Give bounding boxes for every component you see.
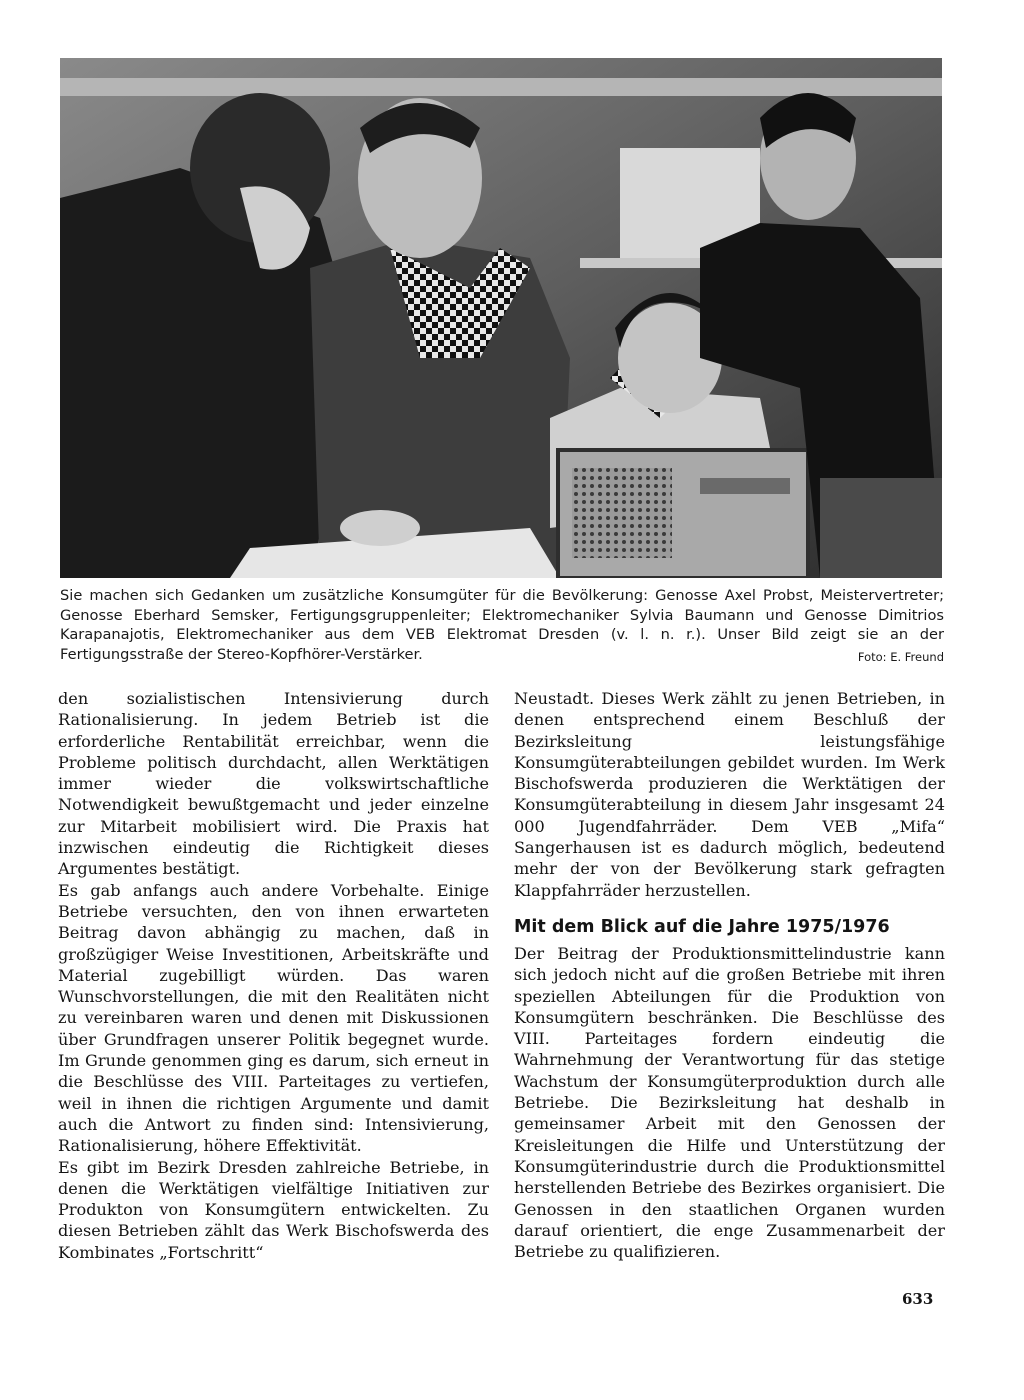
left-paragraph-3: Es gibt im Bezirk Dresden zahlreiche Betriebe, in denen die Werktätigen vielfältige Initiativen zur Produkton von Konsumgütern entwickelten. Zu diesen Betrieben zählt das Werk Bischofswerda des Kombinates „Fortschritt“ (58, 1157, 489, 1262)
photo-caption (60, 586, 944, 667)
workshop-photo-illustration (60, 58, 942, 578)
right-paragraph-1: Neustadt. Dieses Werk zählt zu jenen Betrieben, in denen entsprechend einem Beschluß der Bezirksleitung leistungsfähige Konsumgüterabteilungen gebildet wurden. Im Werk Bischofswerda produzieren die Werktätigen der Konsumgüterabteilung in diesem Jahr insgesamt 24 000 Jugendfahrräder. Dem VEB „Mifa“ Sangerhausen ist es dadurch möglich, bedeutend mehr der von der Bevölkerung stark gefragten Klappfahrräder herzustellen. (514, 689, 945, 900)
photo-caption-text: Sie machen sich Gedanken um zusätzliche Konsumgüter für die Bevölkerung: Genosse Axel Probst, Meistervertreter; Genosse Eberhard Semsker, Fertigungsgruppenleiter; Elektromechaniker Sylvia Baumann und Genosse Dimitrios Karapanajotis, Elektromechaniker aus dem VEB Elektromat Dresden (v. l. n. r.). Unser Bild zeigt sie an der Fertigungsstraße der Stereo-Kopfhörer-Verstärker. (60, 587, 944, 663)
right-paragraph-2: Der Beitrag der Produktionsmittelindustrie kann sich jedoch nicht auf die großen Betriebe mit ihren speziellen Abteilungen für die Produktion von Konsumgütern beschränken. Die Beschlüsse des VIII. Parteitages fordern eindeutig die Wahrnehmung der Verantwortung für das stetige Wachstum der Konsumgüterproduktion durch alle Betriebe. Die Bezirksleitung hat deshalb in gemeinsamer Arbeit mit den Genossen der Kreisleitungen die Hilfe und Unterstützung der Konsumgüterindustrie durch die Produktionsmittel herstellenden Betriebe des Bezirkes organisiert. Die Genossen in den staatlichen Organen wurden darauf orientiert, die enge Zusammenarbeit der Betriebe zu qualifizieren. (514, 943, 945, 1262)
article-left-column (58, 688, 489, 1263)
page-number: 633 (902, 1290, 934, 1308)
workshop-photo (60, 58, 942, 578)
article-right-column (514, 688, 945, 1262)
left-paragraph-2: Es gab anfangs auch andere Vorbehalte. Einige Betriebe versuchten, den von ihnen erwarteten Beitrag davon abhängig zu machen, daß in großzügiger Weise Investitionen, Arbeitskräfte und Material zugebilligt würden. Das waren Wunschvorstellungen, die mit den Realitäten nicht zu vereinbaren waren und denen mit Diskussionen über Grundfragen unserer Politik begegnet wurde. Im Grunde genommen ging es darum, sich erneut in die Beschlüsse des VIII. Parteitages zu vertiefen, weil in ihnen die richtigen Argumente und damit auch die Antwort zu finden sind: Intensivierung, Rationalisierung, höhere Effektivität. (58, 880, 489, 1156)
photo-credit: Foto: E. Freund (857, 649, 944, 664)
section-heading: Mit dem Blick auf die Jahre 1975/1976 (514, 916, 890, 937)
left-paragraph-1: den sozialistischen Intensivierung durch Rationalisierung. In jedem Betrieb ist die erforderliche Rentabilität erreichbar, wenn die Probleme politisch durchdacht, allen Werktätigen immer wieder die volkswirtschaftliche Notwendigkeit bewußtgemacht und jeder einzelne zur Mitarbeit mobilisiert wird. Die Praxis hat inzwischen eindeutig die Richtigkeit dieses Argumentes bestätigt. (58, 689, 489, 879)
